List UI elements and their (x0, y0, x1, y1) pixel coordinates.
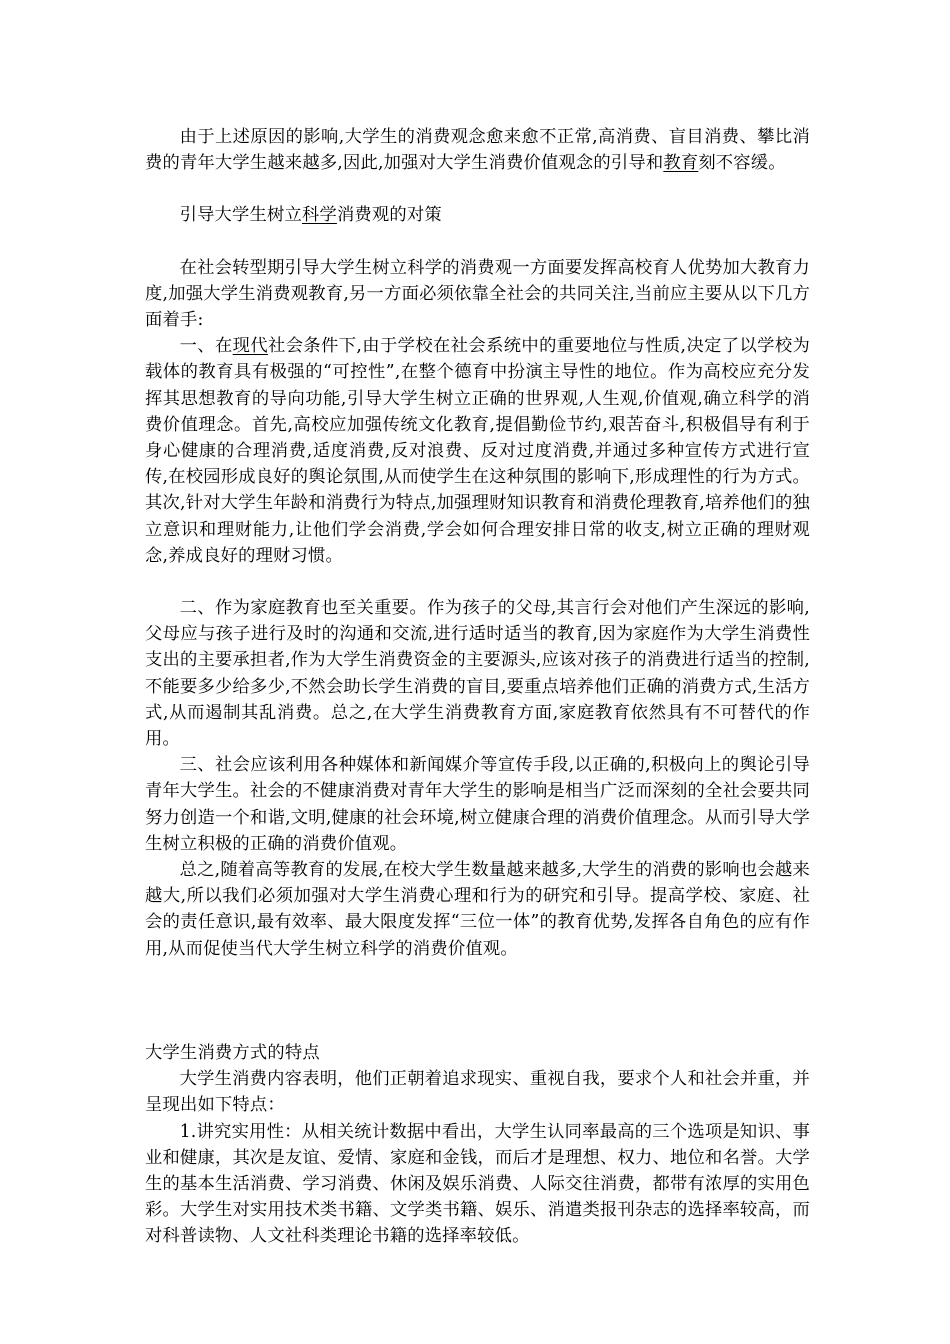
paragraph-intro: 在社会转型期引导大学生树立科学的消费观一方面要发挥高校育人优势加大教育力度,加强大学生消费观教育,另一方面必须依靠全社会的共同关注,当前应主要从以下几方面着手: (145, 257, 810, 331)
link-education[interactable]: 教育 (663, 153, 699, 174)
link-science[interactable]: 科学 (301, 205, 337, 226)
spacer (145, 229, 810, 255)
document-page (145, 124, 810, 1250)
section-heading-countermeasures (145, 202, 810, 228)
heading-text: 引导大学生树立 (179, 205, 302, 226)
paragraph-features-intro: 大学生消费内容表明，他们正朝着追求现实、重视自我，要求个人和社会并重，并呈现出如下特点： (145, 1069, 810, 1116)
paragraph-text: 社会条件下,由于学校在社会系统中的重要地位与性质,决定了以学校为载体的教育具有极强的“可控性”,在整个德育中扮演主导性的地位。作为高校应充分发挥其思想教育的导向功能,引导大学生树立正确的世界观,人生观,价值观,确立科学的消费价值理念。首先,高校应加强传统文化教育,提倡勤俭节约,艰苦奋斗,积极倡导有利于身心健康的合理消费,适度消费,反对浪费、反对过度消费,并通过多种宣传方式进行宣传,在校园形成良好的舆论氛围,从而使学生在这种氛围的影响下,形成理性的行为方式。其次,针对大学生年龄和消费行为特点,加强理财知识教育和消费伦理教育,培养他们的独立意识和理财能力,让他们学会消费,学会如何合理安排日常的收支,树立正确的理财观念,养成良好的理财习惯。 (145, 336, 811, 566)
spacer (145, 176, 810, 202)
paragraph-point-2: 二、作为家庭教育也至关重要。作为孩子的父母,其言行会对他们产生深远的影响,父母应与孩子进行及时的沟通和交流,进行适时适当的教育,因为家庭作为大学生消费性支出的主要承担者,作为大学生消费资金的主要源头,应该对孩子的消费进行适当的控制,不能要多少给多少,不然会助长学生消费的盲目,要重点培养他们正确的消费方式,生活方式,从而遏制其乱消费。总之,在大学生消费教育方面,家庭教育依然具有不可替代的作用。 (145, 598, 810, 750)
paragraph-text: 一、在 (179, 336, 233, 357)
link-modern[interactable]: 现代 (232, 336, 269, 357)
spacer (145, 962, 810, 1040)
paragraph-text: 刻不容缓。 (698, 153, 786, 174)
paragraph-conclusion (145, 124, 810, 176)
paragraph-feature-1: 1.讲究实用性：从相关统计数据中看出，大学生认同率最高的三个选项是知识、事业和健康，其次是友谊、爱情、家庭和金钱，而后才是理想、权力、地位和名誉。大学生的基本生活消费、学习消费、休闲及娱乐消费、人际交往消费，都带有浓厚的实用色彩。大学生对实用技术类书籍、文学类书籍、娱乐、消遣类报刊杂志的选择率较高，而对科普读物、人文社科类理论书籍的选择率较低。 (145, 1121, 810, 1247)
paragraph-point-1 (145, 333, 810, 569)
spacer (145, 569, 810, 595)
heading-text: 消费观的对策 (336, 205, 442, 226)
paragraph-point-3: 三、社会应该利用各种媒体和新闻媒介等宣传手段,以正确的,积极向上的舆论引导青年大学生。社会的不健康消费对青年大学生的影响是相当广泛而深刻的全社会要共同努力创造一个和谐,文明,健康的社会环境,树立健康合理的消费价值理念。从而引导大学生树立积极的正确的消费价值观。 (145, 755, 810, 854)
paragraph-summary: 总之,随着高等教育的发展,在校大学生数量越来越多,大学生的消费的影响也会越来越大,所以我们必须加强对大学生消费心理和行为的研究和引导。提高学校、家庭、社会的责任意识,最有效率、最大限度发挥“三位一体”的教育优势,发挥各自角色的应有作用,从而促使当代大学生树立科学的消费价值观。 (145, 860, 810, 959)
paragraph-text: 由于上述原因的影响,大学生的消费观念愈来愈不正常,高消费、盲目消费、攀比消费的青年大学生越来越多,因此,加强对大学生消费价值观念的引导和 (145, 127, 810, 174)
section-heading-features: 大学生消费方式的特点 (145, 1042, 320, 1063)
